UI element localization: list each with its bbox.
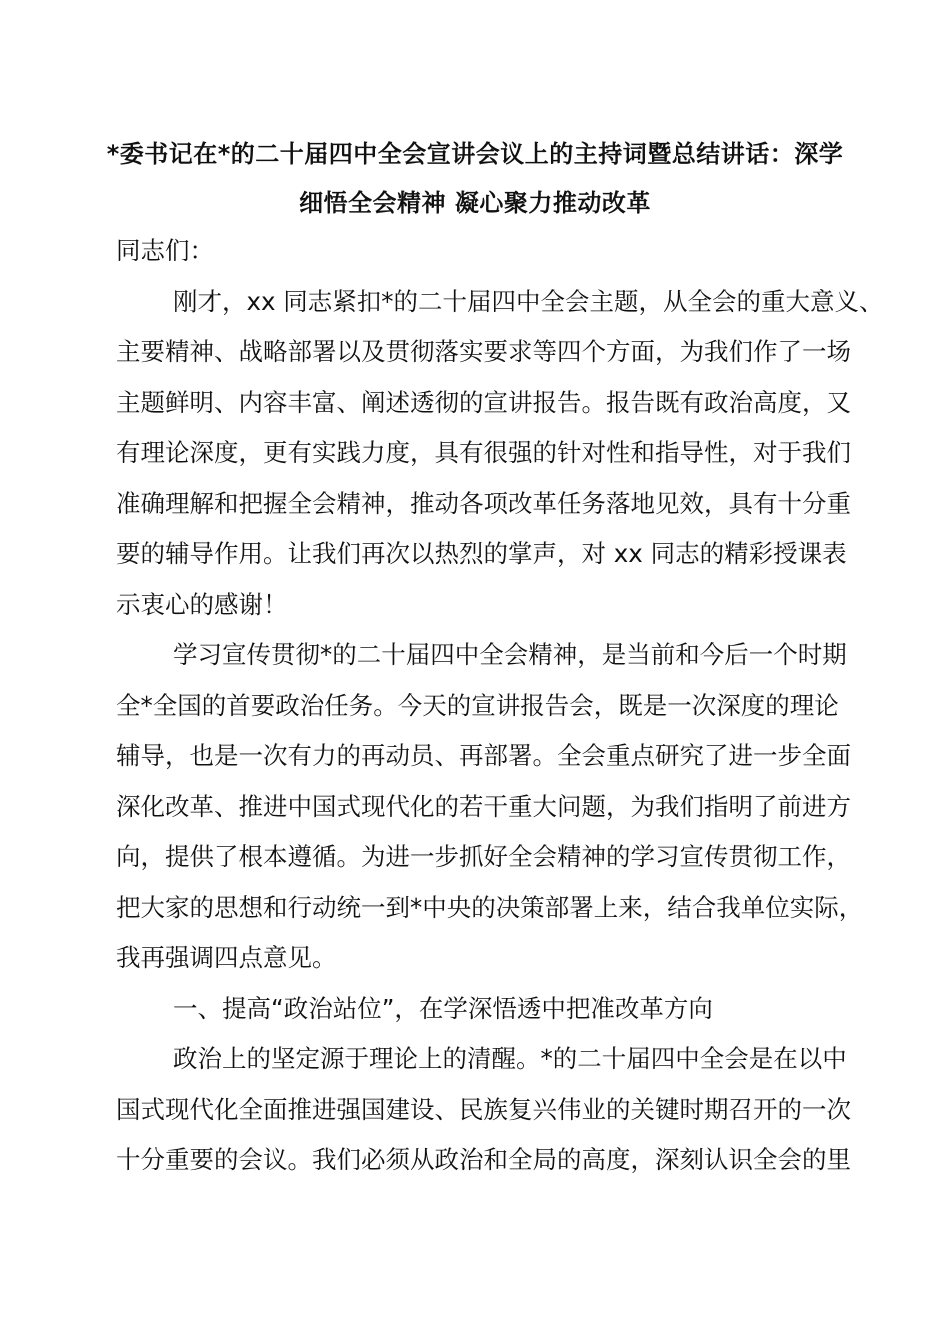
section-heading: 一、提高“政治站位”，在学深悟透中把准改革方向 [173, 993, 713, 1023]
paragraph-line: 要的辅导作用。让我们再次以热烈的掌声，对 xx 同志的精彩授课表 [116, 539, 847, 568]
paragraph-line: 学习宣传贯彻*的二十届四中全会精神，是当前和今后一个时期 [173, 640, 847, 669]
paragraph-line: 示衷心的感谢！ [116, 589, 288, 619]
paragraph-line: 刚才，xx 同志紧扣*的二十届四中全会主题，从全会的重大意义、 [173, 286, 884, 316]
salutation: 同志们： [116, 236, 214, 265]
paragraph-line: 政治上的坚定源于理论上的清醒。*的二十届四中全会是在以中 [173, 1044, 847, 1073]
paragraph-line: 有理论深度，更有实践力度，具有很强的针对性和指导性，对于我们 [116, 438, 851, 467]
paragraph-line: 辅导，也是一次有力的再动员、再部署。全会重点研究了进一步全面 [116, 741, 851, 770]
paragraph-line: 国式现代化全面推进强国建设、民族复兴伟业的关键时期召开的一次 [116, 1094, 851, 1124]
document-title [100, 130, 850, 228]
paragraph-line: 全*全国的首要政治任务。今天的宣讲报告会，既是一次深度的理论 [116, 690, 839, 720]
paragraph-line: 深化改革、推进中国式现代化的若干重大问题，为我们指明了前进方 [116, 791, 851, 821]
document-body [116, 226, 884, 1186]
paragraph-line: 主题鲜明、内容丰富、阐述透彻的宣讲报告。报告既有政治高度，又 [116, 387, 851, 417]
paragraph-line: 准确理解和把握全会精神，推动各项改革任务落地见效，具有十分重 [116, 488, 851, 518]
paragraph-line: 向，提供了根本遵循。为进一步抓好全会精神的学习宣传贯彻工作， [116, 842, 851, 871]
title-line: 细悟全会精神 凝心聚力推动改革 [299, 189, 651, 217]
title-line: *委书记在*的二十届四中全会宣讲会议上的主持词暨总结讲话：深学 [106, 140, 844, 168]
paragraph-line: 我再强调四点意见。 [116, 943, 337, 972]
paragraph-line: 十分重要的会议。我们必须从政治和全局的高度，深刻认识全会的里 [116, 1145, 851, 1174]
paragraph-line: 把大家的思想和行动统一到*中央的决策部署上来，结合我单位实际， [116, 892, 864, 922]
paragraph-line: 主要精神、战略部署以及贯彻落实要求等四个方面，为我们作了一场 [116, 337, 851, 366]
